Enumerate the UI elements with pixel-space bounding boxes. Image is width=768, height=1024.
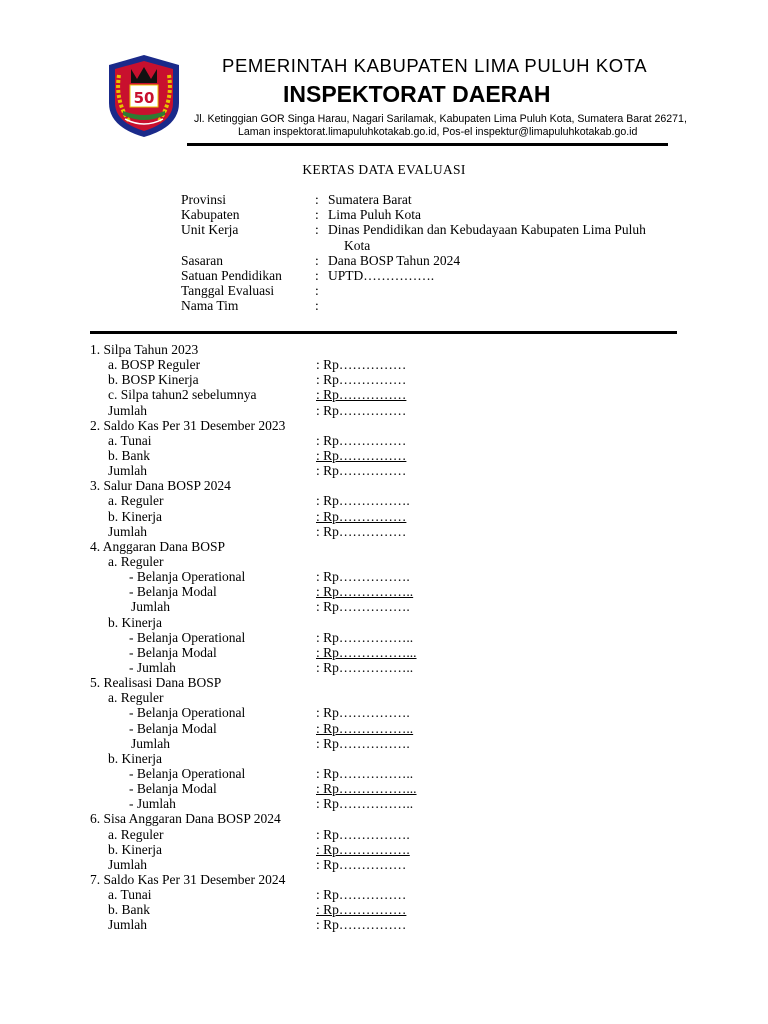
info-sep: : — [315, 298, 319, 314]
item-amount: : Rp…………….. — [316, 629, 414, 645]
item-amount: : Rp……………. — [316, 841, 410, 857]
info-sep: : — [315, 252, 319, 268]
list-item — [90, 902, 650, 917]
item-label: Jumlah — [108, 917, 147, 933]
item-amount: : Rp…………….. — [316, 720, 414, 736]
list-item — [90, 509, 650, 524]
info-sep: : — [315, 192, 319, 207]
list-item — [90, 705, 650, 720]
list-item — [90, 403, 650, 418]
item-label: - Jumlah — [129, 796, 176, 812]
letterhead-divider — [187, 143, 668, 146]
info-value: Dana BOSP Tahun 2024 — [328, 252, 461, 268]
info-sep: : — [315, 222, 319, 238]
item-amount: : Rp……………... — [316, 781, 417, 797]
list-item — [90, 766, 650, 781]
list-item — [90, 584, 650, 599]
item-label: Jumlah — [108, 402, 147, 418]
item-label: 1. Silpa Tahun 2023 — [90, 342, 199, 357]
item-label: b. BOSP Kinerja — [108, 372, 199, 388]
list-item — [90, 690, 650, 705]
document-title: KERTAS DATA EVALUASI — [302, 162, 466, 177]
list-item — [90, 857, 650, 872]
item-label: - Belanja Operational — [129, 569, 246, 585]
item-label: - Jumlah — [129, 659, 176, 675]
list-item — [90, 917, 650, 932]
item-amount: : Rp……………. — [316, 705, 410, 721]
item-label: - Belanja Modal — [129, 781, 217, 797]
list-item — [90, 842, 650, 857]
list-item — [90, 524, 650, 539]
item-amount: : Rp……………. — [316, 826, 410, 842]
info-value-continued: Kota — [344, 237, 371, 253]
list-item — [90, 660, 650, 675]
item-amount: : Rp…………… — [316, 357, 407, 373]
info-value: UPTD……………. — [328, 267, 435, 283]
item-label: Jumlah — [131, 599, 170, 615]
info-key: Nama Tim — [181, 298, 239, 314]
item-amount: : Rp…………… — [316, 508, 407, 524]
list-item — [90, 736, 650, 751]
item-label: b. Bank — [108, 447, 150, 463]
item-label: 5. Realisasi Dana BOSP — [90, 675, 222, 691]
item-amount: : Rp…………… — [316, 387, 407, 403]
item-label: a. Reguler — [108, 493, 164, 509]
item-amount: : Rp…………… — [316, 887, 407, 903]
item-amount: : Rp……………. — [316, 569, 410, 585]
item-label: a. BOSP Reguler — [108, 357, 201, 373]
government-name: PEMERINTAH KABUPATEN LIMA PULUH KOTA — [222, 55, 648, 76]
list-item — [90, 418, 650, 433]
item-label: b. Kinerja — [108, 750, 162, 766]
section-divider — [90, 331, 677, 334]
list-item — [90, 721, 650, 736]
item-amount: : Rp…………… — [316, 432, 407, 448]
item-label: - Belanja Operational — [129, 765, 246, 781]
list-item — [90, 478, 650, 493]
item-amount: : Rp…………….. — [316, 796, 414, 812]
item-amount: : Rp…………….. — [316, 584, 414, 600]
info-sep: : — [315, 207, 319, 223]
list-item — [90, 569, 650, 584]
info-key: Unit Kerja — [181, 222, 239, 238]
item-amount: : Rp……………. — [316, 735, 410, 751]
list-item — [90, 357, 650, 372]
item-label: - Belanja Modal — [129, 644, 217, 660]
item-label: 3. Salur Dana BOSP 2024 — [90, 478, 231, 494]
agency-name: INSPEKTORAT DAERAH — [283, 81, 551, 107]
list-item — [90, 448, 650, 463]
item-label: - Belanja Operational — [129, 705, 246, 721]
info-key: Sasaran — [181, 252, 223, 268]
list-item — [90, 630, 650, 645]
list-item — [90, 599, 650, 614]
item-label: Jumlah — [108, 523, 147, 539]
item-amount: : Rp……………. — [316, 599, 410, 615]
info-key: Kabupaten — [181, 207, 240, 223]
list-item — [90, 811, 650, 826]
item-label: 2. Saldo Kas Per 31 Desember 2023 — [90, 417, 286, 433]
item-label: a. Tunai — [108, 432, 152, 448]
item-amount: : Rp…………… — [316, 447, 407, 463]
list-item — [90, 675, 650, 690]
list-item — [90, 615, 650, 630]
item-label: Jumlah — [108, 856, 147, 872]
item-label: a. Reguler — [108, 690, 164, 706]
info-value: Sumatera Barat — [328, 192, 412, 207]
item-label: b. Kinerja — [108, 614, 162, 630]
list-item — [90, 781, 650, 796]
list-item — [90, 554, 650, 569]
list-item — [90, 387, 650, 402]
list-item — [90, 887, 650, 902]
item-label: Jumlah — [108, 463, 147, 479]
item-amount: : Rp…………….. — [316, 659, 414, 675]
item-amount: : Rp…………… — [316, 402, 407, 418]
item-label: b. Kinerja — [108, 508, 162, 524]
list-item — [90, 751, 650, 766]
item-amount: : Rp…………… — [316, 856, 407, 872]
website-email-line: Laman inspektorat.limapuluhkotakab.go.id, Pos-el inspektur@limapuluhkotakab.go.id — [238, 126, 638, 138]
regency-emblem-logo — [105, 53, 183, 139]
item-label: a. Reguler — [108, 553, 164, 569]
item-label: a. Reguler — [108, 826, 164, 842]
item-label: - Belanja Modal — [129, 584, 217, 600]
list-item — [90, 433, 650, 448]
item-amount: : Rp…………… — [316, 917, 407, 933]
item-label: 6. Sisa Anggaran Dana BOSP 2024 — [90, 811, 281, 827]
item-amount: : Rp…………….. — [316, 765, 414, 781]
list-item — [90, 872, 650, 887]
item-amount: : Rp……………. — [316, 493, 410, 509]
item-amount: : Rp…………… — [316, 902, 407, 918]
item-label: - Belanja Operational — [129, 629, 246, 645]
item-label: 7. Saldo Kas Per 31 Desember 2024 — [90, 871, 286, 887]
address-line: Jl. Ketinggian GOR Singa Harau, Nagari Sarilamak, Kabupaten Lima Puluh Kota, Sumatera Barat 26271, — [194, 113, 687, 125]
info-key: Satuan Pendidikan — [181, 267, 282, 283]
list-item — [90, 342, 650, 357]
item-label: b. Kinerja — [108, 841, 162, 857]
info-value: Lima Puluh Kota — [328, 207, 421, 223]
info-key: Tanggal Evaluasi — [181, 283, 275, 299]
item-amount: : Rp…………… — [316, 463, 407, 479]
item-label: Jumlah — [131, 735, 170, 751]
list-item — [90, 539, 650, 554]
list-item — [90, 372, 650, 387]
item-amount: : Rp……………... — [316, 644, 417, 660]
evaluation-items-list — [90, 342, 650, 932]
list-item — [90, 463, 650, 478]
item-label: a. Tunai — [108, 887, 152, 903]
list-item — [90, 827, 650, 842]
list-item — [90, 796, 650, 811]
item-amount: : Rp…………… — [316, 523, 407, 539]
info-value: Dinas Pendidikan dan Kebudayaan Kabupaten Lima Puluh — [328, 222, 646, 238]
item-label: - Belanja Modal — [129, 720, 217, 736]
info-key: Provinsi — [181, 192, 227, 207]
item-amount: : Rp…………… — [316, 372, 407, 388]
logo-number: 50 — [133, 89, 155, 107]
info-sep: : — [315, 267, 319, 283]
item-label: c. Silpa tahun2 sebelumnya — [108, 387, 257, 403]
item-label: 4. Anggaran Dana BOSP — [90, 538, 225, 554]
list-item — [90, 493, 650, 508]
list-item — [90, 645, 650, 660]
info-sep: : — [315, 283, 319, 299]
item-label: b. Bank — [108, 902, 150, 918]
